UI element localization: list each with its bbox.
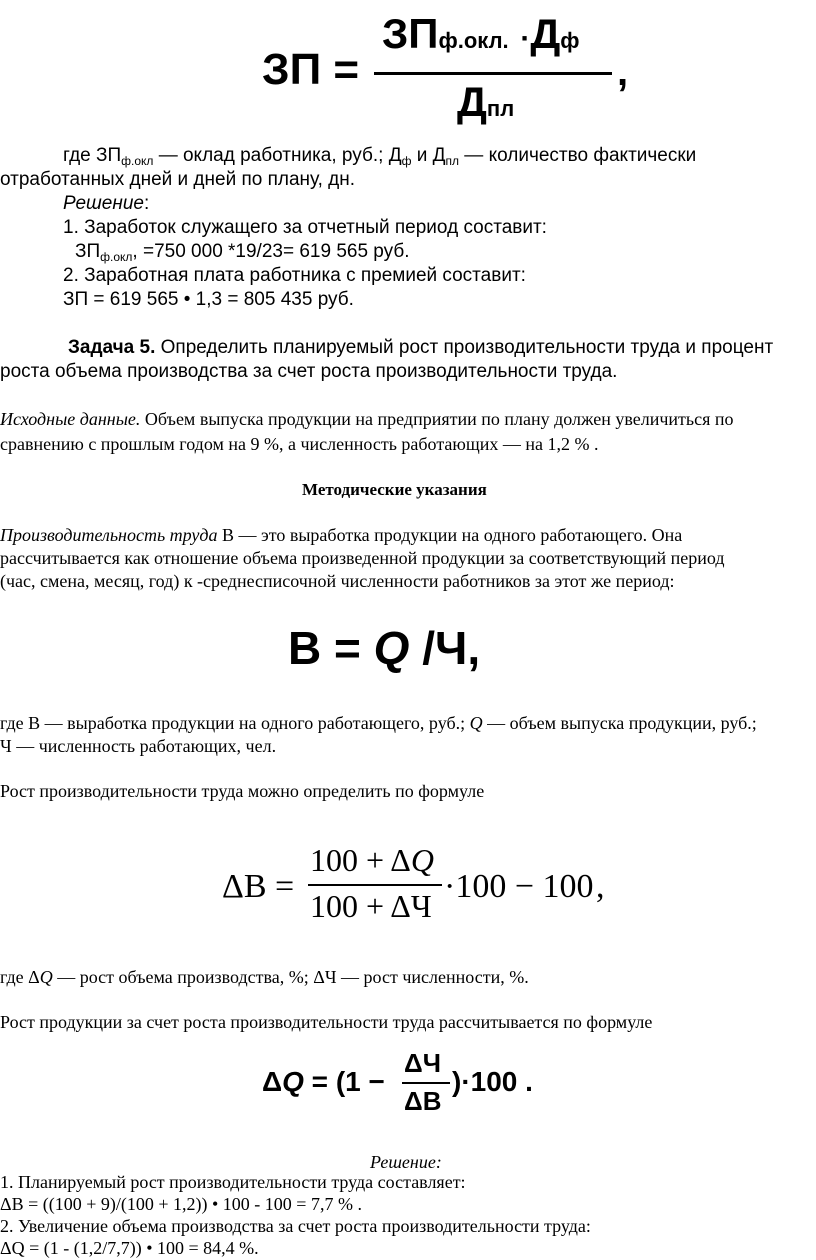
formula1-denominator: Дпл: [457, 78, 515, 125]
formula4-denominator: ΔВ: [404, 1086, 442, 1116]
solution2-line-1: 1. Планируемый рост производительности труда составляет:: [0, 1172, 466, 1192]
solution2-line-3: 2. Увеличение объема производства за счет роста производительности труда:: [0, 1216, 591, 1236]
method-heading: Методические указания: [302, 480, 487, 499]
formula1-lhs: ЗП =: [262, 45, 360, 94]
formula-salary: [262, 10, 642, 130]
method-line-1: Производительность труда В — это выработка продукции на одного работающего. Она: [0, 525, 683, 545]
solution2-line-2: ΔВ = ((100 + 9)/(100 + 1,2)) • 100 - 100 = 7,7 % .: [0, 1194, 362, 1214]
task-line-2: роста объема производства за счет роста производительности труда.: [0, 361, 618, 382]
formula3-rest: ·100 − 100: [444, 868, 594, 905]
solution1-step1-calc: $ЗП_{ф.окл}$, =750 000 *19/23= 619 565 руб.: [75, 241, 410, 264]
formula4-lhs: ΔQ = (1 −: [262, 1066, 385, 1097]
where2-line-2: Ч — численность работающих, чел.: [0, 736, 277, 756]
formula3-trail: ,: [596, 868, 605, 905]
source-line-2: сравнению с прошлым годом на 9 %, а численность работающих — на 1,2 % .: [0, 434, 599, 454]
formula-output: В = Q /Ч,: [288, 622, 481, 674]
solution-label-1: Решение:: [63, 193, 150, 214]
formula-output-growth: [262, 1048, 562, 1120]
formula4-bar: [402, 1082, 450, 1084]
where3-line: где ΔQ — рост объема производства, %; ΔЧ — рост численности, %.: [0, 967, 529, 987]
solution1-step2-calc: ЗП = 619 565 • 1,3 = 805 435 руб.: [63, 289, 354, 310]
formula1-trail: ,: [617, 50, 629, 94]
where-line-2: отработанных дней и дней по плану, дн.: [0, 169, 356, 190]
method-line-2: рассчитывается как отношение объема произведенной продукции за соответствующий период: [0, 548, 725, 568]
formula1-numerator: ЗПф.окл. ·Дф: [382, 10, 580, 57]
solution1-step1: 1. Заработок служащего за отчетный период составит:: [63, 217, 547, 238]
formula3-bar: [308, 884, 442, 886]
where-line-1: где $ЗП_{ф.окл}$ — оклад работника, руб.; $Д_ф$ и $Д_{пл}$ — количество фактически: [63, 145, 697, 168]
formula3-lhs: ΔВ =: [222, 868, 295, 905]
source-line-1: Исходные данные. Объем выпуска продукции на предприятии по плану должен увеличиться по: [0, 409, 734, 429]
solution-label-2: Решение:: [370, 1152, 442, 1172]
formula4-numerator: ΔЧ: [404, 1048, 441, 1078]
prod-intro: Рост продукции за счет роста производительности труда рассчитывается по формуле: [0, 1012, 653, 1032]
formula-productivity-growth: [222, 840, 622, 930]
formula1-bar: [374, 72, 612, 75]
growth-intro: Рост производительности труда можно определить по формуле: [0, 781, 485, 801]
formula3-denominator: 100 + ΔЧ: [310, 888, 432, 924]
solution1-step2: 2. Заработная плата работника с премией составит:: [63, 265, 526, 286]
solution2-line-4: ΔQ = (1 - (1,2/7,7)) • 100 = 84,4 %.: [0, 1238, 259, 1258]
method-line-3: (час, смена, месяц, год) к -среднесписочной численности работников за этот же период:: [0, 571, 675, 591]
formula4-rest: )·100 .: [452, 1066, 533, 1097]
where2-line-1: где В — выработка продукции на одного работающего, руб.; Q — объем выпуска продукции, руб.;: [0, 713, 757, 733]
formula3-numerator: 100 + ΔQ: [310, 842, 434, 878]
task-line-1: Задача 5. Определить планируемый рост производительности труда и процент: [68, 337, 774, 358]
